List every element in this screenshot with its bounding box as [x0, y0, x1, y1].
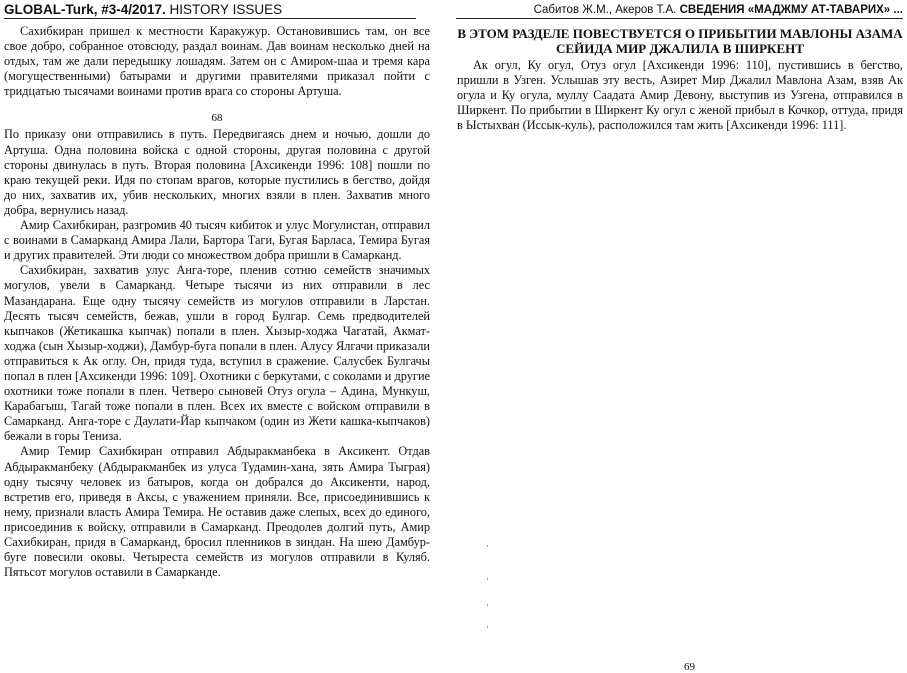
journal-section: HISTORY ISSUES — [165, 2, 283, 17]
journal-title: GLOBAL-Turk, #3-4/2017. — [4, 2, 166, 17]
scan-speck — [487, 626, 488, 628]
article-authors: Сабитов Ж.М., Акеров Т.А. — [533, 4, 680, 16]
header-rule-right — [456, 18, 903, 19]
running-header-left — [4, 2, 282, 17]
section-heading: В ЭТОМ РАЗДЕЛЕ ПОВЕСТВУЕТСЯ О ПРИБЫТИИ МАВЛОНЫ АЗАМА СЕЙИДА МИР ДЖАЛИЛА В ШИРКЕНТ — [457, 26, 903, 56]
left-page-column — [4, 24, 430, 580]
scan-speck — [487, 604, 488, 606]
scan-speck — [487, 578, 488, 580]
paragraph: По приказу они отправились в путь. Передвигаясь днем и ночью, дошли до Артуша. Одна половина войска с одной стороны, другая половина с другой стороны двинулась в путь. Вторая половина [Ахсикенди 1996: 108] пошли по краю текущей реки. Идя по стопам врагов, которые пустились в бегство, дойдя до них, захватив их, убив нескольких, многих взяли в плен. Захватив много добра, вернулись назад. — [4, 127, 430, 217]
scan-speck — [487, 545, 488, 547]
article-title: СВЕДЕНИЯ «МАДЖМУ АТ-ТАВАРИХ» ... — [679, 4, 903, 16]
paragraph: Сахибкиран пришел к местности Каракужур. Остановившись там, он все свое добро, собранное отовсюду, раздал воинам. Дав воинам несколько дней на отдых, там же дали передышку лошадям. Затем он с Амиром-шаа и тремя кара (могущественными) батырами и другими правителями приказал пойти с тридцатью тысячами воинами против врага со стороны Артуша. — [4, 24, 430, 99]
header-rule-left — [4, 18, 416, 19]
paragraph: Ак огул, Ку огул, Отуз огул [Ахсикенди 1996: 110], пустившись в бегство, пришли в Узген. Услышав эту весть, Азирет Мир Джалил Мавлона Азам, взяв Ак огула и Ку огула, муллу Саадата Амир Девону, выступив из Узгена, отправился в Ширкент. По прибытии в Ширкент Ку огул с женой прибыл в Кочкор, оттуда, придя в Ыстыхван (Иссык-куль), расположился там жить [Ахсикенди 1996: 111]. — [457, 58, 903, 133]
paragraph: Амир Темир Сахибкиран отправил Абдыракманбека в Аксикент. Отдав Абдыракманбеку (Абдыракманбек из улуса Тудамин-хана, зять Амира Тыграя) одну тысячу человек из батыров, когда он добрался до Аксикенти, народ, встретив его, приведя в Аксы, с уважением приняли. Все, присоединившись к нему, признали власть Амира Темира. Не оставив даже слепых, всех до единого, присоединив к войску, отправили в Самарканд. Преодолев долгий путь, Амир Сахибкиран, придя в Самарканд, бросил пленников в зиндан. На шею Дамбур-буге повесили оковы. Четыреста семейств из могулов отправили в Куляб. Пятьсот могулов оставили в Самарканде. — [4, 444, 430, 580]
paragraph: Амир Сахибкиран, разгромив 40 тысяч кибиток и улус Могулистан, отправил с воинами в Самарканд Амира Лали, Бартора Таги, Бугая Барласа, Темира Бугая и других правителей. Эти люди со множеством добра пришли в Самарканд. — [4, 218, 430, 263]
paragraph: Сахибкиран, захватив улус Анга-торе, пленив сотню семейств значимых могулов, увели в Самарканд. Четыре тысячи из них отправили в лес Мазандарана. Еще одну тысячу семейств из могулов отправили в Ларстан. Десять тысяч семейств, бежав, ушли в город Булгар. Семь предводителей кыпчаков (Жетикашка кыпчак) попали в плен. Хызыр-ходжа Чагатай, Акмат-ходжа (сын Хызыр-ходжи), Дамбур-буга попали в плен. Алусу Ялгачи приказали отправиться к Ак оглу. Он, придя туда, вступил в сражение. Салусбек Булгачы попал в плен [Ахсикенди 1996: 109]. Охотники с беркутами, с соколами и другие охотники тоже попали в плен. Четверо сыновей Отуз огула – Адина, Мункуш, Карабагыш, Тагай тоже попали в плен. Всех их вместе с войском отправили в Самарканд. Анга-торе с Даулати-Йар кыпчаком (один из Жети кашка-кыпчаков) бежали в горы Тениза. — [4, 263, 430, 444]
running-header-right — [534, 4, 903, 16]
page-number: 69 — [684, 661, 695, 673]
right-page-column — [457, 26, 903, 133]
page-number: 68 — [211, 112, 223, 125]
